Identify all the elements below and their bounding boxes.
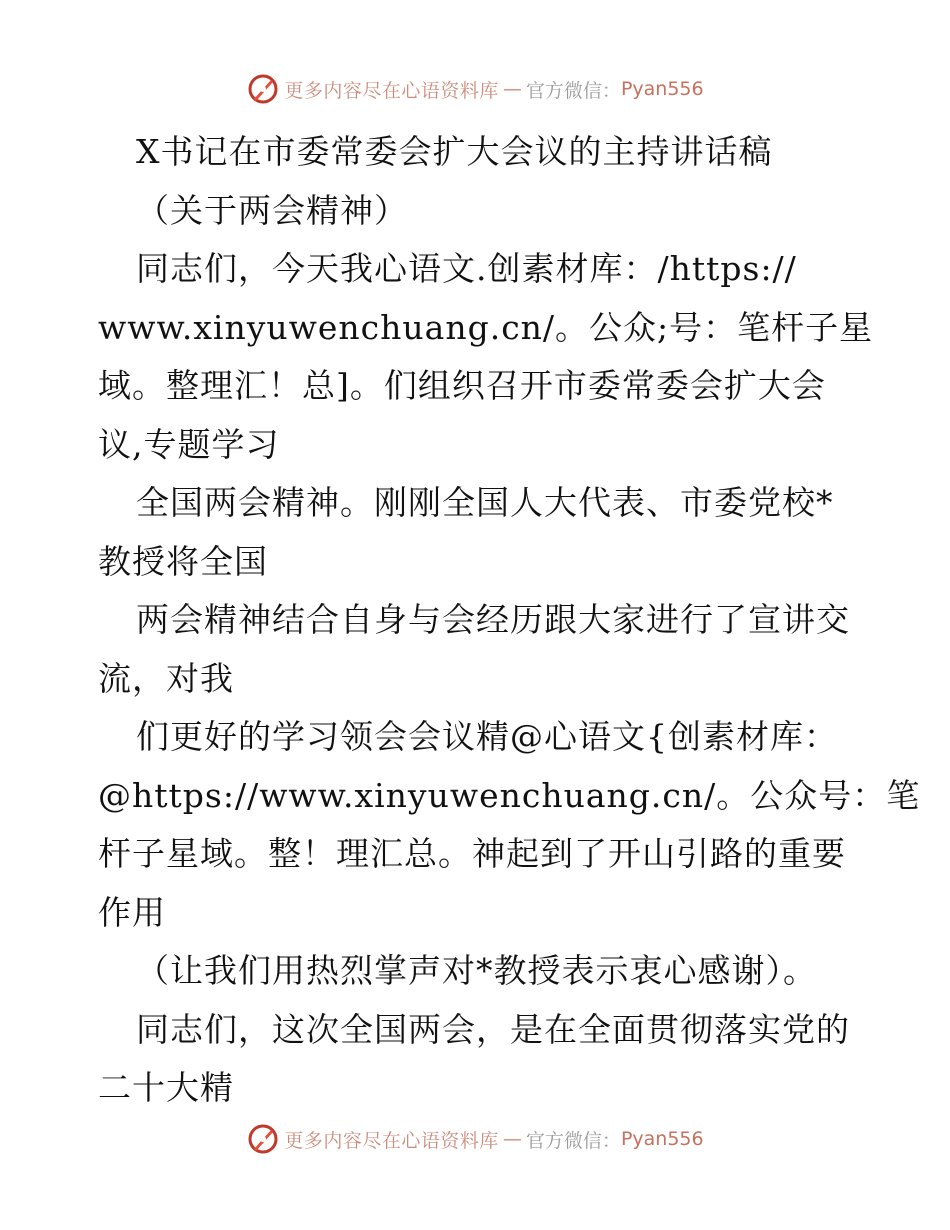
doc-line: 两会精神结合自身与会经历跟大家进行了宣讲交 [136,600,850,639]
doc-line: 流，对我 [98,658,234,698]
banner-main-text: 更多内容尽在心语资料库 [284,79,499,102]
banner-main-text: 更多内容尽在心语资料库 [284,1129,499,1152]
doc-line: 同志们，这次全国两会，是在全面贯彻落实党的 [136,1009,850,1049]
document-body [98,123,921,1118]
doc-line: 们更好的学习领会会议精@心语文{创素材库： [136,717,838,756]
doc-line: 全国两会精神。刚刚全国人大代表、市委党校* [136,483,834,522]
doc-line: 作用 [98,892,166,932]
banner-wechat-id: Pyan556 [620,78,704,100]
doc-subtitle: （关于两会精神） [136,190,408,230]
header-banner [0,72,950,106]
doc-line: 二十大精 [98,1068,234,1107]
banner-wechat-label: 官方微信： [525,79,621,102]
doc-line: 教授将全国 [98,541,268,581]
banner-wechat-id: Pyan556 [620,1128,704,1150]
banner-wechat-label: 官方微信： [525,1129,621,1152]
doc-title: X书记在市委常委会扩大会议的主持讲话稿 [136,132,773,171]
pen-nib-circle-icon [246,1122,280,1156]
doc-line: www.xinyuwenchuang.cn/。公众;号：笔杆子星 [98,307,874,347]
doc-line: 域。整理汇！总]。们组织召开市委常委会扩大会 [98,366,826,405]
doc-line: 议,专题学习 [98,424,280,464]
footer-banner [0,1122,950,1156]
doc-line: （让我们用热烈掌声对*教授表示衷心感谢）。 [136,951,817,990]
doc-line: @https://www.xinyuwenchuang.cn/。公众号：笔 [98,775,921,815]
pen-nib-circle-icon [246,72,280,106]
banner-dash: — [502,78,522,100]
doc-line: 同志们，今天我心语文.创素材库：/https:// [136,249,797,288]
banner-dash: — [502,1128,522,1150]
doc-line: 杆子星域。整！理汇总。神起到了开山引路的重要 [98,834,846,873]
